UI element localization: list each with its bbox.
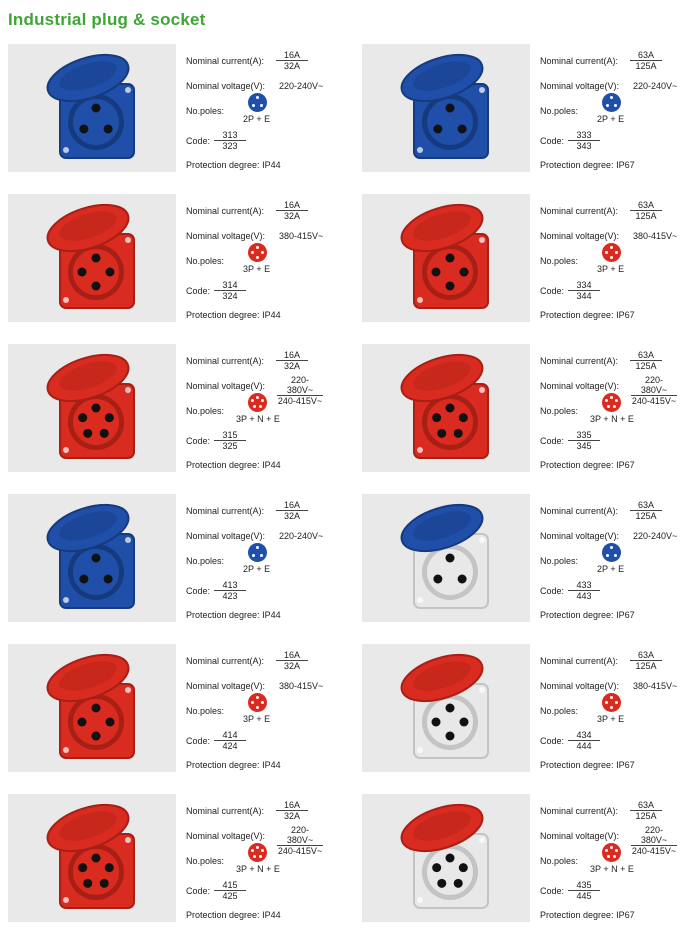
code-label: Code: xyxy=(540,886,565,896)
code-fraction xyxy=(568,580,600,601)
code-fraction xyxy=(214,280,246,301)
current-fraction xyxy=(276,200,308,221)
code-label: Code: xyxy=(540,586,565,596)
poles-label: No.poles: xyxy=(540,706,579,716)
code-fraction xyxy=(214,130,246,151)
protection-row xyxy=(186,760,281,770)
voltage-label: Nominal voltage(V): xyxy=(186,231,266,241)
pole-diagram-icon xyxy=(602,843,621,862)
socket-illustration xyxy=(362,494,530,622)
code-top: 335 xyxy=(568,430,600,441)
protection-row xyxy=(186,910,281,920)
current-label: Nominal current(A): xyxy=(186,806,265,816)
code-fraction xyxy=(568,280,600,301)
code-top: 313 xyxy=(214,130,246,141)
voltage-label: Nominal voltage(V): xyxy=(540,531,620,541)
spec-block xyxy=(186,644,344,772)
poles-label: No.poles: xyxy=(540,556,579,566)
voltage-label: Nominal voltage(V): xyxy=(186,681,266,691)
protection-label: Protection degree: xyxy=(186,610,260,620)
product-card xyxy=(362,44,698,172)
code-label: Code: xyxy=(540,436,565,446)
product-photo xyxy=(8,794,176,922)
current-fraction xyxy=(276,650,308,671)
current-label: Nominal current(A): xyxy=(540,206,619,216)
product-card xyxy=(8,494,344,622)
protection-value: IP44 xyxy=(262,310,281,320)
current-label: Nominal current(A): xyxy=(186,356,265,366)
code-top: 435 xyxy=(568,880,600,891)
voltage-fraction xyxy=(631,825,677,856)
product-card xyxy=(8,794,344,922)
spec-block xyxy=(186,494,344,622)
current-bottom: 32A xyxy=(283,61,300,71)
code-fraction xyxy=(214,580,246,601)
protection-label: Protection degree: xyxy=(186,910,260,920)
pole-diagram-icon xyxy=(602,693,621,712)
protection-row xyxy=(540,460,635,470)
product-photo xyxy=(362,344,530,472)
current-bottom: 125A xyxy=(635,511,657,521)
code-bottom: 324 xyxy=(222,291,238,301)
protection-value: IP44 xyxy=(262,610,281,620)
voltage-label: Nominal voltage(V): xyxy=(540,231,620,241)
product-card xyxy=(362,344,698,472)
spec-block xyxy=(186,344,344,472)
code-bottom: 425 xyxy=(222,891,238,901)
current-top: 16A xyxy=(276,50,308,61)
code-label: Code: xyxy=(186,736,211,746)
protection-row xyxy=(186,610,281,620)
poles-value: 2P + E xyxy=(597,114,625,124)
socket-illustration xyxy=(8,494,176,622)
poles-label: No.poles: xyxy=(540,256,579,266)
voltage-top: 220-380V~ xyxy=(631,375,677,396)
current-label: Nominal current(A): xyxy=(186,206,265,216)
poles-label: No.poles: xyxy=(540,406,579,416)
spec-block xyxy=(540,44,698,172)
current-bottom: 125A xyxy=(635,211,657,221)
voltage-label: Nominal voltage(V): xyxy=(540,81,620,91)
poles-value: 2P + E xyxy=(597,564,625,574)
protection-value: IP44 xyxy=(262,910,281,920)
code-top: 434 xyxy=(568,730,600,741)
poles-value: 3P + E xyxy=(597,264,625,274)
voltage-fraction xyxy=(631,375,677,406)
socket-illustration xyxy=(8,794,176,922)
product-card xyxy=(362,494,698,622)
product-photo xyxy=(8,194,176,322)
current-label: Nominal current(A): xyxy=(540,806,619,816)
code-label: Code: xyxy=(540,136,565,146)
socket-illustration xyxy=(8,194,176,322)
current-fraction xyxy=(276,350,308,371)
current-label: Nominal current(A): xyxy=(540,656,619,666)
poles-label: No.poles: xyxy=(186,256,225,266)
pole-diagram-icon xyxy=(248,93,267,112)
current-top: 16A xyxy=(276,350,308,361)
code-bottom: 345 xyxy=(576,441,592,451)
current-bottom: 125A xyxy=(635,811,657,821)
voltage-label: Nominal voltage(V): xyxy=(186,381,266,391)
voltage-fraction xyxy=(277,375,323,406)
product-card xyxy=(362,644,698,772)
voltage-bottom: 240-415V~ xyxy=(277,846,323,856)
product-card xyxy=(8,344,344,472)
current-bottom: 125A xyxy=(635,361,657,371)
code-label: Code: xyxy=(186,586,211,596)
protection-value: IP67 xyxy=(616,760,635,770)
pole-diagram-icon xyxy=(248,543,267,562)
pole-diagram-icon xyxy=(602,543,621,562)
spec-block xyxy=(540,794,698,922)
code-fraction xyxy=(214,430,246,451)
code-top: 334 xyxy=(568,280,600,291)
spec-block xyxy=(186,194,344,322)
code-bottom: 323 xyxy=(222,141,238,151)
voltage-bottom: 240-415V~ xyxy=(631,846,677,856)
protection-value: IP67 xyxy=(616,610,635,620)
current-fraction xyxy=(276,800,308,821)
code-fraction xyxy=(568,430,600,451)
protection-label: Protection degree: xyxy=(540,760,614,770)
poles-value: 3P + N + E xyxy=(236,864,280,874)
protection-row xyxy=(186,310,281,320)
current-bottom: 32A xyxy=(283,661,300,671)
poles-value: 3P + N + E xyxy=(590,414,634,424)
current-fraction xyxy=(276,50,308,71)
protection-row xyxy=(540,910,635,920)
spec-block xyxy=(540,644,698,772)
pole-diagram-icon xyxy=(248,243,267,262)
current-top: 63A xyxy=(630,800,662,811)
pole-diagram-icon xyxy=(602,93,621,112)
product-card xyxy=(8,194,344,322)
current-top: 63A xyxy=(630,50,662,61)
protection-value: IP67 xyxy=(616,460,635,470)
code-bottom: 325 xyxy=(222,441,238,451)
current-top: 16A xyxy=(276,800,308,811)
current-fraction xyxy=(630,500,662,521)
protection-row xyxy=(186,160,281,170)
current-label: Nominal current(A): xyxy=(540,356,619,366)
poles-label: No.poles: xyxy=(540,106,579,116)
protection-label: Protection degree: xyxy=(540,160,614,170)
voltage-value: 380-415V~ xyxy=(279,231,324,241)
code-fraction xyxy=(214,730,246,751)
code-bottom: 344 xyxy=(576,291,592,301)
current-fraction xyxy=(630,650,662,671)
current-label: Nominal current(A): xyxy=(540,506,619,516)
code-label: Code: xyxy=(186,136,211,146)
poles-label: No.poles: xyxy=(186,106,225,116)
protection-row xyxy=(540,610,635,620)
poles-label: No.poles: xyxy=(186,706,225,716)
code-fraction xyxy=(568,730,600,751)
page-title: Industrial plug & socket xyxy=(8,10,206,29)
current-top: 63A xyxy=(630,650,662,661)
current-label: Nominal current(A): xyxy=(186,656,265,666)
protection-label: Protection degree: xyxy=(540,310,614,320)
current-top: 16A xyxy=(276,500,308,511)
socket-illustration xyxy=(362,794,530,922)
product-photo xyxy=(8,344,176,472)
socket-illustration xyxy=(8,344,176,472)
code-bottom: 443 xyxy=(576,591,592,601)
current-bottom: 125A xyxy=(635,661,657,671)
protection-row xyxy=(540,310,635,320)
poles-label: No.poles: xyxy=(186,406,225,416)
poles-label: No.poles: xyxy=(186,856,225,866)
current-top: 63A xyxy=(630,350,662,361)
protection-label: Protection degree: xyxy=(540,460,614,470)
protection-label: Protection degree: xyxy=(186,760,260,770)
voltage-value: 220-240V~ xyxy=(633,81,678,91)
product-photo xyxy=(8,494,176,622)
code-label: Code: xyxy=(540,286,565,296)
pole-diagram-icon xyxy=(602,393,621,412)
code-fraction xyxy=(568,880,600,901)
current-bottom: 32A xyxy=(283,211,300,221)
voltage-bottom: 240-415V~ xyxy=(277,396,323,406)
current-bottom: 32A xyxy=(283,511,300,521)
protection-label: Protection degree: xyxy=(540,610,614,620)
spec-block xyxy=(540,494,698,622)
voltage-value: 220-240V~ xyxy=(279,81,324,91)
code-label: Code: xyxy=(186,436,211,446)
protection-row xyxy=(540,160,635,170)
current-top: 16A xyxy=(276,650,308,661)
pole-diagram-icon xyxy=(248,843,267,862)
current-fraction xyxy=(276,500,308,521)
protection-row xyxy=(540,760,635,770)
voltage-label: Nominal voltage(V): xyxy=(186,831,266,841)
poles-value: 2P + E xyxy=(243,564,271,574)
code-top: 414 xyxy=(214,730,246,741)
current-fraction xyxy=(630,50,662,71)
voltage-value: 380-415V~ xyxy=(633,681,678,691)
current-fraction xyxy=(630,200,662,221)
current-top: 63A xyxy=(630,200,662,211)
product-card xyxy=(362,194,698,322)
protection-value: IP67 xyxy=(616,160,635,170)
voltage-top: 220-380V~ xyxy=(277,375,323,396)
poles-label: No.poles: xyxy=(186,556,225,566)
current-top: 16A xyxy=(276,200,308,211)
current-fraction xyxy=(630,800,662,821)
product-photo xyxy=(8,44,176,172)
current-fraction xyxy=(630,350,662,371)
product-photo xyxy=(362,644,530,772)
voltage-label: Nominal voltage(V): xyxy=(186,531,266,541)
code-top: 333 xyxy=(568,130,600,141)
socket-illustration xyxy=(362,644,530,772)
socket-illustration xyxy=(8,644,176,772)
socket-illustration xyxy=(362,194,530,322)
code-top: 315 xyxy=(214,430,246,441)
poles-value: 3P + N + E xyxy=(590,864,634,874)
voltage-bottom: 240-415V~ xyxy=(631,396,677,406)
spec-block xyxy=(540,194,698,322)
code-bottom: 343 xyxy=(576,141,592,151)
voltage-value: 380-415V~ xyxy=(633,231,678,241)
current-top: 63A xyxy=(630,500,662,511)
code-top: 413 xyxy=(214,580,246,591)
protection-label: Protection degree: xyxy=(540,910,614,920)
spec-block xyxy=(186,44,344,172)
protection-value: IP44 xyxy=(262,760,281,770)
product-photo xyxy=(362,494,530,622)
socket-illustration xyxy=(362,344,530,472)
product-card xyxy=(362,794,698,922)
current-bottom: 32A xyxy=(283,811,300,821)
code-top: 433 xyxy=(568,580,600,591)
voltage-value: 220-240V~ xyxy=(633,531,678,541)
code-top: 314 xyxy=(214,280,246,291)
protection-value: IP44 xyxy=(262,460,281,470)
product-card xyxy=(8,644,344,772)
pole-diagram-icon xyxy=(248,693,267,712)
voltage-value: 220-240V~ xyxy=(279,531,324,541)
code-label: Code: xyxy=(540,736,565,746)
current-label: Nominal current(A): xyxy=(186,56,265,66)
code-top: 415 xyxy=(214,880,246,891)
socket-illustration xyxy=(8,44,176,172)
product-photo xyxy=(8,644,176,772)
poles-label: No.poles: xyxy=(540,856,579,866)
protection-row xyxy=(186,460,281,470)
protection-value: IP67 xyxy=(616,310,635,320)
protection-label: Protection degree: xyxy=(186,310,260,320)
product-photo xyxy=(362,44,530,172)
code-label: Code: xyxy=(186,286,211,296)
spec-block xyxy=(540,344,698,472)
code-bottom: 444 xyxy=(576,741,592,751)
socket-illustration xyxy=(362,44,530,172)
pole-diagram-icon xyxy=(248,393,267,412)
poles-value: 2P + E xyxy=(243,114,271,124)
voltage-top: 220-380V~ xyxy=(631,825,677,846)
current-bottom: 32A xyxy=(283,361,300,371)
current-label: Nominal current(A): xyxy=(540,56,619,66)
poles-value: 3P + N + E xyxy=(236,414,280,424)
voltage-label: Nominal voltage(V): xyxy=(540,681,620,691)
voltage-label: Nominal voltage(V): xyxy=(186,81,266,91)
code-bottom: 424 xyxy=(222,741,238,751)
code-fraction xyxy=(568,130,600,151)
code-bottom: 423 xyxy=(222,591,238,601)
voltage-value: 380-415V~ xyxy=(279,681,324,691)
code-label: Code: xyxy=(186,886,211,896)
voltage-top: 220-380V~ xyxy=(277,825,323,846)
protection-value: IP67 xyxy=(616,910,635,920)
voltage-label: Nominal voltage(V): xyxy=(540,381,620,391)
protection-label: Protection degree: xyxy=(186,160,260,170)
product-card xyxy=(8,44,344,172)
voltage-fraction xyxy=(277,825,323,856)
voltage-label: Nominal voltage(V): xyxy=(540,831,620,841)
protection-value: IP44 xyxy=(262,160,281,170)
product-photo xyxy=(362,794,530,922)
product-photo xyxy=(362,194,530,322)
protection-label: Protection degree: xyxy=(186,460,260,470)
poles-value: 3P + E xyxy=(243,714,271,724)
poles-value: 3P + E xyxy=(243,264,271,274)
current-label: Nominal current(A): xyxy=(186,506,265,516)
code-fraction xyxy=(214,880,246,901)
poles-value: 3P + E xyxy=(597,714,625,724)
current-bottom: 125A xyxy=(635,61,657,71)
pole-diagram-icon xyxy=(602,243,621,262)
spec-block xyxy=(186,794,344,922)
code-bottom: 445 xyxy=(576,891,592,901)
